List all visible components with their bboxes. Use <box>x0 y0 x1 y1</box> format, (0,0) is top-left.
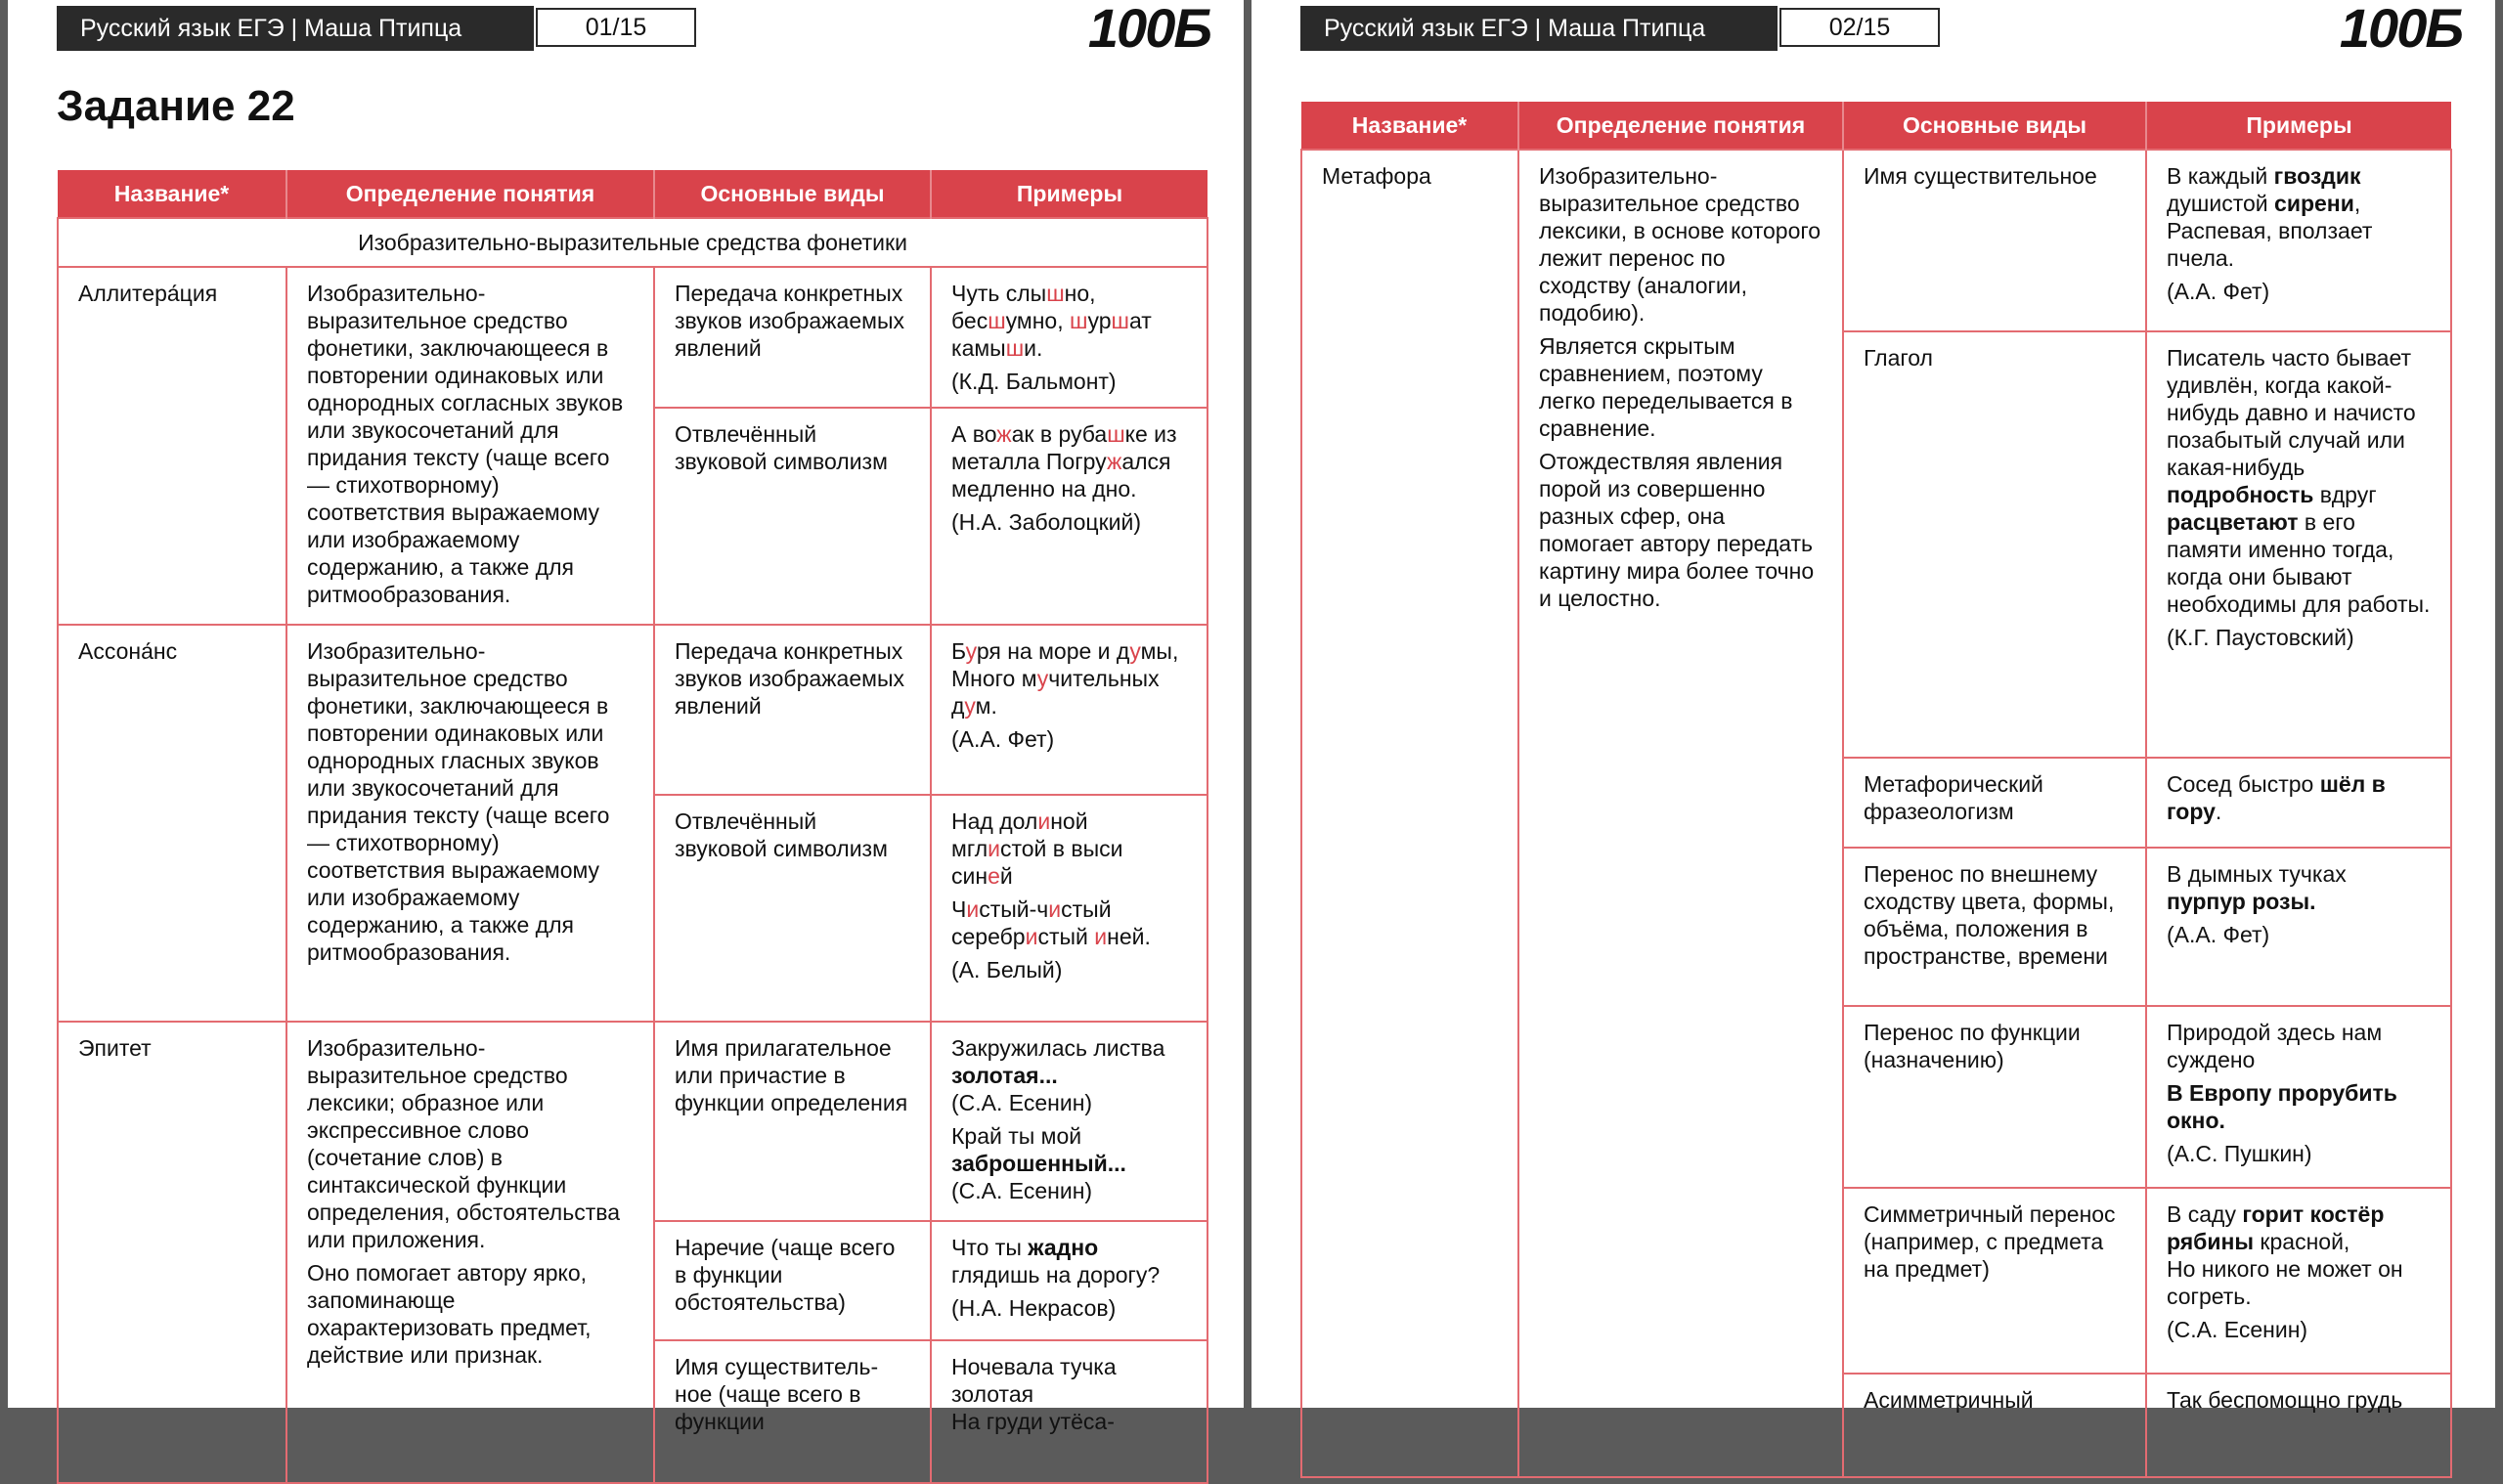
term-example <box>2146 331 2451 758</box>
term-type: Отвлечённый звуковой символизм <box>654 795 931 1022</box>
term-type: Асимметричный <box>1843 1374 2146 1477</box>
term-example <box>2146 1374 2451 1477</box>
term-example <box>931 1022 1208 1221</box>
term-type: Глагол <box>1843 331 2146 758</box>
logo: 100Б <box>1087 0 1210 59</box>
example-text: В каждый гвоздик душистой сирени, Распевая, вползает пчела. <box>2167 163 2373 271</box>
term-type: Отвлечённый звуковой символизм <box>654 408 931 625</box>
example-text: Природой здесь нам суждено <box>2167 1020 2383 1072</box>
example-text: Так беспомощно грудь <box>2167 1387 2403 1413</box>
term-example <box>2146 150 2451 331</box>
term-name: Эпитет <box>58 1022 286 1483</box>
example-text: Край ты мой заброшенный... (С.А. Есенин) <box>951 1123 1126 1203</box>
example-author: (С.А. Есенин) <box>2167 1317 2308 1342</box>
section-row <box>58 218 1208 267</box>
table-header-row <box>1301 102 2451 150</box>
col-header-examples: Примеры <box>2146 102 2451 150</box>
table-row <box>58 625 1208 795</box>
col-header-types: Основные виды <box>1843 102 2146 150</box>
term-definition <box>1518 150 1843 1477</box>
definition-text: Изобразительно-выразительное средство лексики; образное или экспрессивное слово (сочетание слов) в синтаксической функции определения, обстоятельства или приложения. <box>307 1035 620 1252</box>
term-name: Ассона́нс <box>58 625 286 1022</box>
example-text: Писатель часто бывает удивлён, когда какой-нибудь давно и начисто позабытый случай или какая-нибудь подробность вдруг расцветают в его памяти именно тогда, когда они бывают необходимы для работы. <box>2167 345 2431 617</box>
example-text: Что ты жадно глядишь на дорогу? <box>951 1235 1161 1288</box>
col-header-definition: Определение понятия <box>1518 102 1843 150</box>
term-example <box>931 1221 1208 1340</box>
example-text: Сосед быстро шёл в гору. <box>2167 771 2386 824</box>
example-text: Чуть слышно, бесшумно, шуршат камыши. <box>951 281 1152 361</box>
table-row <box>58 1022 1208 1221</box>
example-text: А вожак в рубашке из металла Погружался медленно на дно. <box>951 421 1177 502</box>
example-author: (А.А. Фет) <box>2167 279 2270 304</box>
term-name: Метафора <box>1301 150 1518 1477</box>
definition-text: Изобразительно-выразительное средство лексики, в основе которого лежит перенос по сходству (аналогии, подобию). <box>1539 163 1822 326</box>
term-definition: Изобразительно-выразительное средство фонетики, заключающееся в повторении одинаковых или однородных согласных звуков или звукосочетаний для придания тексту (чаще всего — стихотворному) соответствия выражаемому или изображаемому содержанию, а также для ритмообразования. <box>286 267 654 625</box>
col-header-name: Название* <box>58 170 286 218</box>
example-author: (А. Белый) <box>951 957 1063 982</box>
term-type: Перенос по внешнему сходству цвета, формы, объёма, положения в пространстве, времени <box>1843 848 2146 1006</box>
subject-label: Русский язык ЕГЭ | Маша Птипца <box>57 6 534 51</box>
term-example <box>2146 1006 2451 1188</box>
page-number: 02/15 <box>1779 8 1940 47</box>
example-text: Закружилась листва золотая... (С.А. Есенин) <box>951 1035 1165 1115</box>
example-text: Над долиной мглистой в выси синей <box>951 808 1123 889</box>
example-author: (А.А. Фет) <box>951 726 1055 752</box>
term-type: Передача конкретных звуков изображаемых явлений <box>654 267 931 408</box>
term-type: Наречие (чаще всего в функции обстоятельства) <box>654 1221 931 1340</box>
definition-text: Отождествляя явления порой из совершенно разных сфер, она помогает автору передать картину мира более точно и целостно. <box>1539 449 1815 611</box>
example-text: Ночевала тучка золотая На груди утёса- <box>951 1354 1117 1434</box>
subject-label: Русский язык ЕГЭ | Маша Птипца <box>1300 6 1778 51</box>
term-example <box>931 408 1208 625</box>
col-header-name: Название* <box>1301 102 1518 150</box>
term-type: Перенос по функции (назначению) <box>1843 1006 2146 1188</box>
example-author: (Н.А. Заболоцкий) <box>951 509 1141 535</box>
section-title: Изобразительно-выразительные средства фонетики <box>58 218 1208 267</box>
logo: 100Б <box>2339 0 2462 59</box>
definition-text: Оно помогает автору ярко, запоминающе охарактеризовать предмет, действие или признак. <box>307 1260 592 1368</box>
page-header <box>1300 0 2462 59</box>
term-example <box>931 795 1208 1022</box>
term-type: Передача конкретных звуков изображаемых явлений <box>654 625 931 795</box>
page-title: Задание 22 <box>57 82 295 130</box>
col-header-examples: Примеры <box>931 170 1208 218</box>
table-header-row <box>58 170 1208 218</box>
term-name: Аллитера́ция <box>58 267 286 625</box>
example-author: (А.А. Фет) <box>2167 922 2270 947</box>
example-text: В саду горит костёр рябины красной, Но никого не может он согреть. <box>2167 1201 2403 1309</box>
terms-table <box>57 170 1208 1484</box>
term-example <box>931 267 1208 408</box>
term-definition: Изобразительно-выразительное средство фонетики, заключающееся в повторении одинаковых или однородных гласных звуков или звукосочетаний для придания тексту (чаще всего — стихотворному) соответствия выражаемому или изображаемому содержанию, а также для ритмообразования. <box>286 625 654 1022</box>
term-example <box>931 625 1208 795</box>
term-type: Имя прилагательное или причастие в функции определения <box>654 1022 931 1221</box>
term-definition <box>286 1022 654 1483</box>
definition-text: Является скрытым сравнением, поэтому легко переделывается в сравнение. <box>1539 333 1793 441</box>
page-2 <box>1252 0 2495 1413</box>
col-header-types: Основные виды <box>654 170 931 218</box>
terms-table <box>1300 102 2452 1478</box>
example-text: Чистый-чистый серебристый иней. <box>951 896 1151 949</box>
term-example <box>2146 1188 2451 1374</box>
term-example <box>2146 848 2451 1006</box>
example-text: В Европу прорубить окно. <box>2167 1080 2397 1133</box>
page-header <box>57 0 1210 59</box>
term-example <box>2146 758 2451 848</box>
example-author: (Н.А. Некрасов) <box>951 1295 1117 1321</box>
term-example <box>931 1340 1208 1483</box>
term-type: Симметричный перенос (например, с предмета на предмет) <box>1843 1188 2146 1374</box>
example-text: Буря на море и думы, Много мучительных дум. <box>951 638 1179 719</box>
page-number: 01/15 <box>536 8 696 47</box>
table-row <box>1301 150 2451 331</box>
term-type: Имя существительное <box>1843 150 2146 331</box>
page-1 <box>8 0 1244 1434</box>
col-header-definition: Определение понятия <box>286 170 654 218</box>
example-author: (К.Г. Паустовский) <box>2167 625 2354 650</box>
example-text: В дымных тучках пурпур розы. <box>2167 861 2347 914</box>
example-author: (К.Д. Бальмонт) <box>951 369 1117 394</box>
term-type: Метафорический фразеологизм <box>1843 758 2146 848</box>
term-type: Имя существитель-ное (чаще всего в функции <box>654 1340 931 1483</box>
table-row <box>58 267 1208 408</box>
example-author: (А.С. Пушкин) <box>2167 1141 2312 1166</box>
